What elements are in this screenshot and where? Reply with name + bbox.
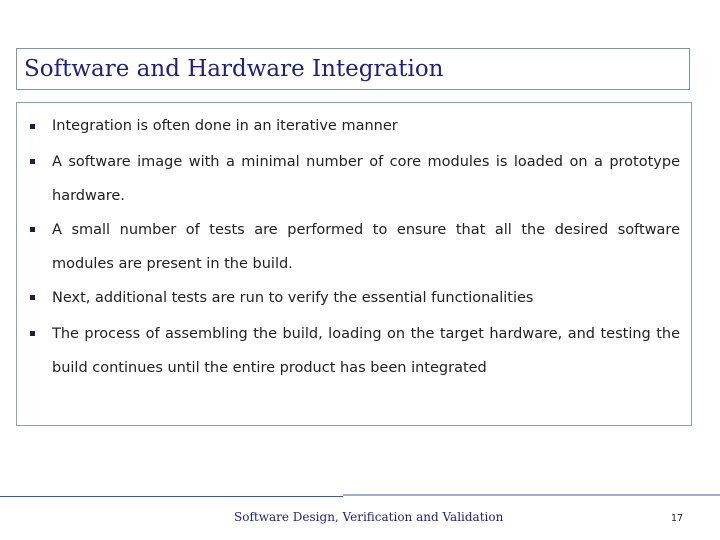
bullet-text-1: Integration is often done in an iterative manner — [52, 118, 398, 134]
page-number: 17 — [671, 513, 684, 524]
bullet-marker — [30, 124, 35, 129]
bullet-marker — [30, 159, 35, 164]
bullet-marker — [30, 295, 35, 300]
footer-divider-left — [0, 496, 343, 497]
bullet-marker — [30, 331, 35, 336]
title-box — [16, 48, 690, 90]
bullet-text-4: Next, additional tests are run to verify the essential functionalities — [52, 290, 534, 306]
bullet-text-3: A small number of tests are performed to ensure that all the desired software modules are present in the build. — [52, 222, 680, 272]
footer-course-title: Software Design, Verification and Validation — [234, 510, 504, 524]
content-box — [16, 102, 692, 426]
footer-divider-right — [343, 494, 720, 496]
slide-title: Software and Hardware Integration — [24, 56, 444, 82]
bullet-text-5: The process of assembling the build, loading on the target hardware, and testing the build continues until the entire product has been integrated — [52, 326, 680, 376]
bullet-marker — [30, 227, 35, 232]
bullet-text-2: A software image with a minimal number of core modules is loaded on a prototype hardware. — [52, 154, 680, 204]
